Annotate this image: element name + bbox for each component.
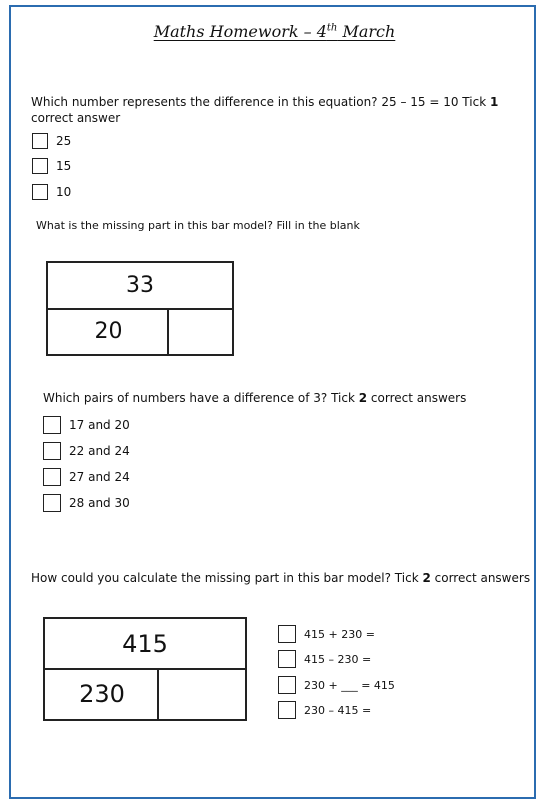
q4-option-1[interactable]: 415 + 230 = (278, 625, 375, 643)
question-4-text: How could you calculate the missing part in this bar model? Tick 2 correct answers (31, 571, 531, 585)
bar-model-2 (43, 617, 247, 721)
checkbox[interactable] (32, 158, 48, 174)
q4-option-4[interactable]: 230 – 415 = (278, 701, 371, 719)
checkbox[interactable] (32, 133, 48, 149)
q1-option-1[interactable]: 25 (32, 133, 71, 149)
bar-missing-part[interactable] (167, 308, 232, 354)
checkbox[interactable] (32, 184, 48, 200)
bar-part: 20 (94, 318, 123, 344)
checkbox[interactable] (43, 442, 61, 460)
q3-option-4[interactable]: 28 and 30 (43, 494, 130, 512)
checkbox[interactable] (278, 676, 296, 694)
checkbox[interactable] (43, 416, 61, 434)
bar-whole: 33 (48, 263, 232, 310)
question-1-text: Which number represents the difference in this equation? 25 – 15 = 10 Tick 1 correct answer (31, 95, 499, 125)
q1-option-2[interactable]: 15 (32, 158, 71, 174)
q3-option-1[interactable]: 17 and 20 (43, 416, 130, 434)
page-title: Maths Homework – 4th March (153, 22, 396, 41)
bar-whole: 415 (45, 619, 245, 670)
q3-option-3[interactable]: 27 and 24 (43, 468, 130, 486)
question-3-text: Which pairs of numbers have a difference of 3? Tick 2 correct answers (43, 391, 467, 405)
checkbox[interactable] (43, 468, 61, 486)
checkbox[interactable] (43, 494, 61, 512)
q4-option-2[interactable]: 415 – 230 = (278, 650, 371, 668)
bar-model-1 (46, 261, 234, 356)
bar-part: 230 (79, 679, 125, 708)
checkbox[interactable] (278, 650, 296, 668)
checkbox[interactable] (278, 701, 296, 719)
question-2-text: What is the missing part in this bar model? Fill in the blank (36, 219, 360, 232)
bar-missing-part (157, 668, 245, 719)
q4-option-3[interactable]: 230 + ___ = 415 (278, 676, 395, 694)
q3-option-2[interactable]: 22 and 24 (43, 442, 130, 460)
checkbox[interactable] (278, 625, 296, 643)
q1-option-3[interactable]: 10 (32, 184, 71, 200)
